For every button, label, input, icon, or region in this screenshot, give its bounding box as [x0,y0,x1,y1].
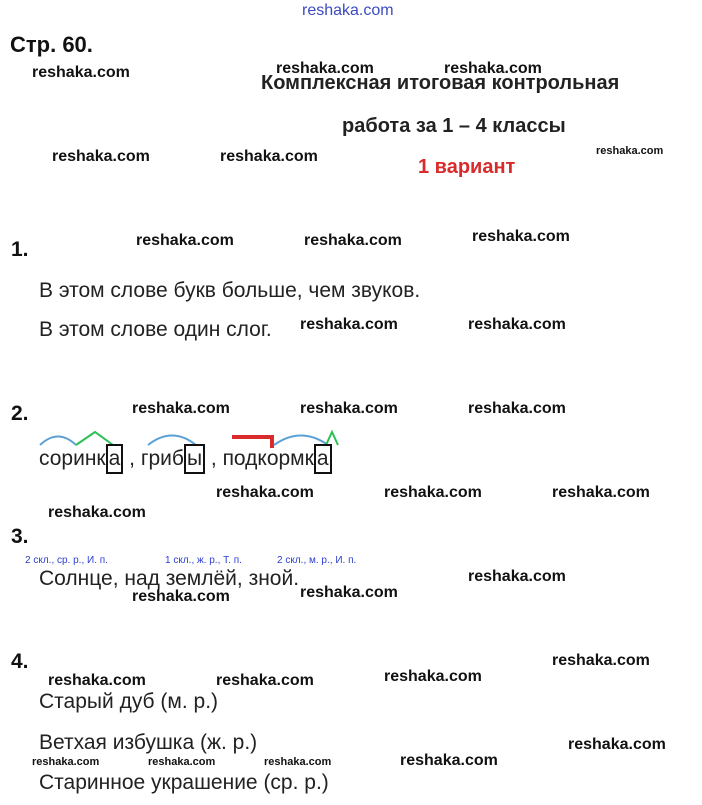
watermark: reshaka.com [52,148,150,165]
word-1-stem: соринк [39,447,106,470]
title-line-2: работа за 1 – 4 классы [342,115,566,137]
watermark: reshaka.com [148,756,216,768]
watermark: reshaka.com [568,736,666,753]
separator-2: , [210,447,217,470]
variant-label: 1 вариант [418,156,516,178]
word-3-ending-box: а [314,444,332,474]
word-2-stem: гриб [140,447,184,470]
task-1-line-1: В этом слове букв больше, чем звуков. [39,279,421,302]
task-4-line-3: Старинное украшение (ср. р.) [39,771,329,794]
watermark: reshaka.com [468,400,566,417]
task-4-number: 4. [11,650,29,673]
task-2-number: 2. [11,402,29,425]
watermark: reshaka.com [300,316,398,333]
word-2-ending-box: ы [184,444,205,474]
watermark: reshaka.com [468,568,566,585]
word-1-ending-box: а [106,444,124,474]
watermark: reshaka.com [384,668,482,685]
word-3-stem: подкормк [222,447,314,470]
task-3-annotation-3: 2 скл., м. р., И. п. [277,555,357,566]
watermark: reshaka.com [300,400,398,417]
task-3-sentence: Солнце, над землёй, зной. [39,567,300,590]
watermark: reshaka.com [444,60,542,77]
watermark: reshaka.com [552,484,650,501]
task-1-number: 1. [11,238,29,261]
watermark: reshaka.com [32,756,100,768]
task-4-line-1: Старый дуб (м. р.) [39,690,219,713]
watermark: reshaka.com [300,584,398,601]
top-watermark: reshaka.com [302,2,394,19]
watermark: reshaka.com [304,232,402,249]
task-3-annotation-2: 1 скл., ж. р., Т. п. [165,555,242,566]
watermark: reshaka.com [216,484,314,501]
watermark: reshaka.com [264,756,332,768]
separator-1: , [129,447,135,470]
task-3-annotation-1: 2 скл., ср. р., И. п. [25,555,108,566]
watermark: reshaka.com [132,588,230,605]
watermark: reshaka.com [132,400,230,417]
watermark: reshaka.com [400,752,498,769]
page-reference: Стр. 60. [10,32,93,57]
watermark: reshaka.com [32,64,130,81]
watermark: reshaka.com [48,672,146,689]
watermark: reshaka.com [216,672,314,689]
watermark: reshaka.com [384,484,482,501]
watermark: reshaka.com [596,145,664,157]
task-1-line-2: В этом слове один слог. [39,318,272,341]
title-line-1: Комплексная итоговая контрольная [261,72,620,94]
task-3-number: 3. [11,525,29,548]
watermark: reshaka.com [276,60,374,77]
watermark: reshaka.com [48,504,146,521]
watermark: reshaka.com [220,148,318,165]
watermark: reshaka.com [468,316,566,333]
task-4-line-2: Ветхая избушка (ж. р.) [39,731,258,754]
task-2-words [39,444,332,474]
watermark: reshaka.com [472,228,570,245]
watermark: reshaka.com [136,232,234,249]
watermark: reshaka.com [552,652,650,669]
